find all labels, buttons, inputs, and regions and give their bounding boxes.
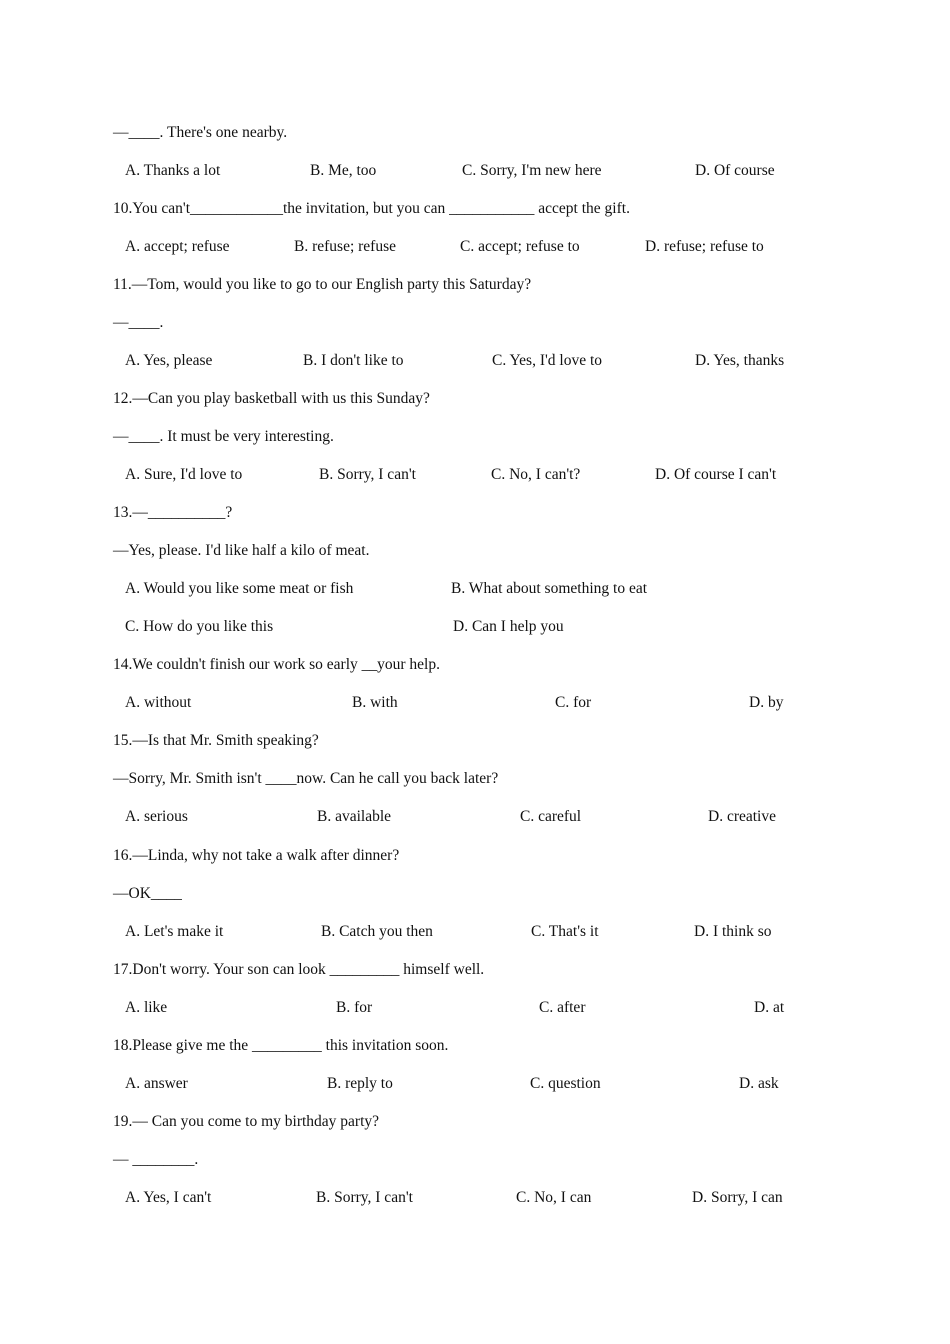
q11-option-d: D. Yes, thanks — [695, 352, 785, 369]
q16-option-d: D. I think so — [694, 923, 772, 940]
q10-option-c: C. accept; refuse to — [460, 238, 580, 255]
q11-option-c: C. Yes, I'd love to — [492, 352, 603, 369]
q17-stem: 17.Don't worry. Your son can look _________ himself well. — [113, 961, 485, 978]
q15-option-d: D. creative — [708, 808, 776, 825]
q11-answer-line: —____. — [113, 314, 164, 331]
q10-stem: 10.You can't____________the invitation, but you can ___________ accept the gift. — [113, 200, 630, 217]
q9-option-c: C. Sorry, I'm new here — [462, 162, 602, 179]
q10-option-b: B. refuse; refuse — [294, 238, 396, 255]
q15-option-b: B. available — [317, 808, 392, 825]
q10-option-d: D. refuse; refuse to — [645, 238, 764, 255]
q13-option-b: B. What about something to eat — [451, 580, 648, 597]
q19-option-a: A. Yes, I can't — [125, 1189, 212, 1206]
q14-option-d: D. by — [749, 694, 784, 711]
q13-option-c: C. How do you like this — [125, 618, 274, 635]
q15-option-c: C. careful — [520, 808, 582, 825]
q11-stem: 11.—Tom, would you like to go to our English party this Saturday? — [113, 276, 532, 293]
q16-option-b: B. Catch you then — [321, 923, 433, 940]
q14-option-b: B. with — [352, 694, 398, 711]
q18-option-c: C. question — [530, 1075, 601, 1092]
q18-stem: 18.Please give me the _________ this invitation soon. — [113, 1037, 449, 1054]
q17-option-d: D. at — [754, 999, 785, 1016]
q15-stem: 15.—Is that Mr. Smith speaking? — [113, 732, 319, 749]
q18-option-a: A. answer — [125, 1075, 188, 1092]
q19-stem: 19.— Can you come to my birthday party? — [113, 1113, 380, 1130]
q13-option-a: A. Would you like some meat or fish — [125, 580, 354, 597]
q13-answer-line: —Yes, please. I'd like half a kilo of meat. — [113, 542, 370, 559]
q14-option-a: A. without — [125, 694, 192, 711]
q13-option-d: D. Can I help you — [453, 618, 564, 635]
q18-option-d: D. ask — [739, 1075, 779, 1092]
q14-stem: 14.We couldn't finish our work so early __your help. — [113, 656, 440, 673]
q19-option-d: D. Sorry, I can — [692, 1189, 783, 1206]
q9-answer-line: —____. There's one nearby. — [113, 124, 288, 141]
q12-option-c: C. No, I can't? — [491, 466, 581, 483]
q19-option-b: B. Sorry, I can't — [316, 1189, 413, 1206]
q17-option-c: C. after — [539, 999, 586, 1016]
q18-option-b: B. reply to — [327, 1075, 393, 1092]
q12-option-a: A. Sure, I'd love to — [125, 466, 243, 483]
q17-option-a: A. like — [125, 999, 168, 1016]
q16-option-a: A. Let's make it — [125, 923, 224, 940]
q12-option-d: D. Of course I can't — [655, 466, 777, 483]
q13-stem: 13.—__________? — [113, 504, 233, 521]
q12-option-b: B. Sorry, I can't — [319, 466, 416, 483]
q12-stem: 12.—Can you play basketball with us this Sunday? — [113, 390, 430, 407]
q11-option-a: A. Yes, please — [125, 352, 213, 369]
q16-answer-line: —OK____ — [113, 885, 182, 902]
q16-stem: 16.—Linda, why not take a walk after dinner? — [113, 847, 400, 864]
q10-option-a: A. accept; refuse — [125, 238, 230, 255]
q14-option-c: C. for — [555, 694, 592, 711]
q19-answer-line: — ________. — [113, 1151, 199, 1168]
q9-option-a: A. Thanks a lot — [125, 162, 221, 179]
q16-option-c: C. That's it — [531, 923, 599, 940]
q19-option-c: C. No, I can — [516, 1189, 592, 1206]
q17-option-b: B. for — [336, 999, 373, 1016]
q12-answer-line: —____. It must be very interesting. — [113, 428, 334, 445]
q9-option-d: D. Of course — [695, 162, 775, 179]
q15-option-a: A. serious — [125, 808, 188, 825]
q11-option-b: B. I don't like to — [303, 352, 404, 369]
q9-option-b: B. Me, too — [310, 162, 377, 179]
q15-answer-line: —Sorry, Mr. Smith isn't ____now. Can he call you back later? — [113, 770, 499, 787]
